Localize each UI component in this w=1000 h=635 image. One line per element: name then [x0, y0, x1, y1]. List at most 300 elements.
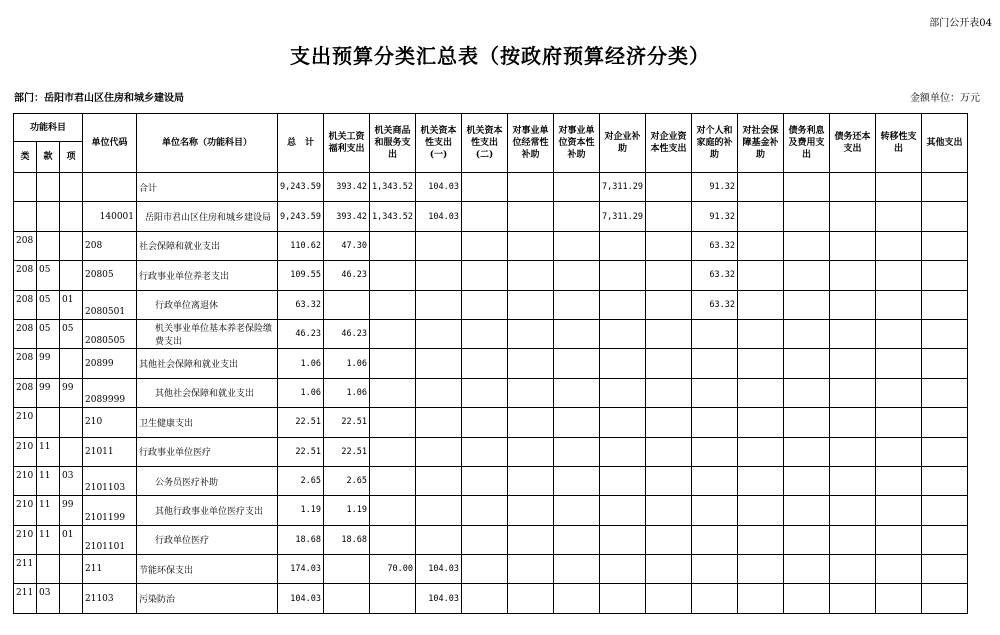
total-cell: 22.51 — [278, 408, 324, 437]
value-cell-c4 — [462, 290, 508, 319]
value-cell-c2 — [370, 408, 416, 437]
value-cell-c4 — [462, 496, 508, 525]
value-cell-c3 — [416, 466, 462, 495]
total-cell: 18.68 — [278, 525, 324, 554]
value-cell-c14 — [922, 319, 968, 348]
col-header-c13: 转移性支出 — [876, 114, 922, 173]
total-cell: 1.19 — [278, 496, 324, 525]
xiang-cell — [60, 555, 83, 584]
xiang-cell — [60, 261, 83, 290]
value-cell-c13 — [876, 290, 922, 319]
unit-name-cell: 岳阳市君山区住房和城乡建设局 — [137, 202, 278, 231]
value-cell-c3: 104.03 — [416, 173, 462, 202]
col-header-c5: 对事业单位经常性补助 — [508, 114, 554, 173]
value-cell-c10 — [738, 378, 784, 407]
col-header-c9: 对个人和家庭的补助 — [692, 114, 738, 173]
value-cell-c1: 46.23 — [324, 319, 370, 348]
col-header-c14: 其他支出 — [922, 114, 968, 173]
col-header-c11: 债务利息及费用支出 — [784, 114, 830, 173]
value-cell-c5 — [508, 525, 554, 554]
unit-code-cell: 2101101 — [83, 525, 137, 554]
value-cell-c5 — [508, 261, 554, 290]
unit-name-cell: 污染防治 — [137, 584, 278, 613]
value-cell-c11 — [784, 290, 830, 319]
value-cell-c1: 2.65 — [324, 466, 370, 495]
col-header-c12: 债务还本支出 — [830, 114, 876, 173]
xiang-cell: 01 — [60, 525, 83, 554]
lei-cell — [14, 202, 37, 231]
value-cell-c10 — [738, 466, 784, 495]
value-cell-c3 — [416, 525, 462, 554]
value-cell-c14 — [922, 584, 968, 613]
value-cell-c5 — [508, 496, 554, 525]
value-cell-c9 — [692, 466, 738, 495]
value-cell-c7 — [600, 408, 646, 437]
value-cell-c11 — [784, 202, 830, 231]
value-cell-c8 — [646, 349, 692, 378]
kuan-cell: 03 — [37, 584, 60, 613]
col-header-c4: 机关资本性支出(二) — [462, 114, 508, 173]
value-cell-c13 — [876, 525, 922, 554]
value-cell-c1: 22.51 — [324, 408, 370, 437]
value-cell-c11 — [784, 408, 830, 437]
table-row — [14, 173, 968, 202]
value-cell-c8 — [646, 173, 692, 202]
value-cell-c7 — [600, 437, 646, 466]
value-cell-c14 — [922, 525, 968, 554]
value-cell-c2 — [370, 584, 416, 613]
col-header-c3: 机关资本性支出(一) — [416, 114, 462, 173]
value-cell-c3 — [416, 231, 462, 260]
value-cell-c1: 393.42 — [324, 173, 370, 202]
col-header-c1: 机关工资福利支出 — [324, 114, 370, 173]
unit-name-cell: 节能环保支出 — [137, 555, 278, 584]
value-cell-c9 — [692, 437, 738, 466]
value-cell-c11 — [784, 378, 830, 407]
col-header-c7: 对企业补助 — [600, 114, 646, 173]
unit-name-cell: 其他行政事业单位医疗支出 — [137, 496, 278, 525]
table-row — [14, 349, 968, 378]
value-cell-c14 — [922, 555, 968, 584]
kuan-cell: 11 — [37, 525, 60, 554]
value-cell-c2 — [370, 349, 416, 378]
value-cell-c7 — [600, 349, 646, 378]
value-cell-c10 — [738, 319, 784, 348]
value-cell-c13 — [876, 202, 922, 231]
lei-cell: 208 — [14, 290, 37, 319]
value-cell-c12 — [830, 525, 876, 554]
value-cell-c3 — [416, 437, 462, 466]
lei-cell: 208 — [14, 349, 37, 378]
lei-cell: 210 — [14, 408, 37, 437]
value-cell-c9 — [692, 555, 738, 584]
value-cell-c12 — [830, 349, 876, 378]
value-cell-c2 — [370, 466, 416, 495]
value-cell-c6 — [554, 408, 600, 437]
value-cell-c12 — [830, 202, 876, 231]
value-cell-c8 — [646, 496, 692, 525]
kuan-cell: 11 — [37, 437, 60, 466]
value-cell-c6 — [554, 261, 600, 290]
value-cell-c13 — [876, 319, 922, 348]
value-cell-c5 — [508, 437, 554, 466]
col-header-c2: 机关商品和服务支出 — [370, 114, 416, 173]
lei-cell: 208 — [14, 261, 37, 290]
value-cell-c10 — [738, 437, 784, 466]
unit-code-cell: 2101103 — [83, 466, 137, 495]
value-cell-c13 — [876, 173, 922, 202]
value-cell-c4 — [462, 525, 508, 554]
value-cell-c5 — [508, 231, 554, 260]
lei-cell: 210 — [14, 437, 37, 466]
xiang-cell: 03 — [60, 466, 83, 495]
xiang-cell — [60, 173, 83, 202]
value-cell-c10 — [738, 525, 784, 554]
value-cell-c14 — [922, 496, 968, 525]
total-cell: 22.51 — [278, 437, 324, 466]
value-cell-c2 — [370, 437, 416, 466]
value-cell-c8 — [646, 319, 692, 348]
xiang-cell — [60, 349, 83, 378]
value-cell-c12 — [830, 555, 876, 584]
value-cell-c1: 46.23 — [324, 261, 370, 290]
table-row — [14, 437, 968, 466]
value-cell-c9 — [692, 584, 738, 613]
table-row — [14, 319, 968, 348]
value-cell-c2 — [370, 290, 416, 319]
value-cell-c11 — [784, 261, 830, 290]
value-cell-c11 — [784, 319, 830, 348]
lei-cell: 208 — [14, 231, 37, 260]
value-cell-c6 — [554, 437, 600, 466]
kuan-cell: 05 — [37, 290, 60, 319]
value-cell-c1: 1.06 — [324, 378, 370, 407]
page-title: 支出预算分类汇总表（按政府预算经济分类） — [290, 44, 710, 68]
total-cell: 110.62 — [278, 231, 324, 260]
value-cell-c13 — [876, 231, 922, 260]
value-cell-c8 — [646, 378, 692, 407]
value-cell-c8 — [646, 584, 692, 613]
value-cell-c7 — [600, 496, 646, 525]
value-cell-c2: 70.00 — [370, 555, 416, 584]
value-cell-c4 — [462, 173, 508, 202]
value-cell-c2 — [370, 319, 416, 348]
value-cell-c4 — [462, 349, 508, 378]
kuan-cell: 11 — [37, 466, 60, 495]
value-cell-c3: 104.03 — [416, 202, 462, 231]
unit-name-cell: 公务员医疗补助 — [137, 466, 278, 495]
value-cell-c7 — [600, 525, 646, 554]
value-cell-c14 — [922, 437, 968, 466]
value-cell-c12 — [830, 173, 876, 202]
value-cell-c10 — [738, 261, 784, 290]
value-cell-c11 — [784, 231, 830, 260]
value-cell-c3 — [416, 349, 462, 378]
kuan-cell — [37, 555, 60, 584]
value-cell-c8 — [646, 437, 692, 466]
value-cell-c14 — [922, 378, 968, 407]
xiang-cell: 99 — [60, 378, 83, 407]
value-cell-c7: 7,311.29 — [600, 173, 646, 202]
value-cell-c10 — [738, 555, 784, 584]
budget-table — [13, 113, 968, 614]
value-cell-c3 — [416, 261, 462, 290]
table-row — [14, 231, 968, 260]
total-cell: 1.06 — [278, 349, 324, 378]
value-cell-c3 — [416, 290, 462, 319]
value-cell-c4 — [462, 555, 508, 584]
amount-unit-label: 金额单位：万元 — [910, 93, 980, 104]
total-header: 总 计 — [278, 114, 324, 173]
value-cell-c10 — [738, 173, 784, 202]
value-cell-c2: 1,343.52 — [370, 202, 416, 231]
value-cell-c7 — [600, 231, 646, 260]
value-cell-c6 — [554, 466, 600, 495]
value-cell-c14 — [922, 466, 968, 495]
unit-code-header: 单位代码 — [83, 114, 137, 173]
value-cell-c6 — [554, 290, 600, 319]
value-cell-c1: 1.06 — [324, 349, 370, 378]
table-row — [14, 202, 968, 231]
total-cell: 63.32 — [278, 290, 324, 319]
value-cell-c4 — [462, 584, 508, 613]
xiang-cell: 05 — [60, 319, 83, 348]
value-cell-c6 — [554, 231, 600, 260]
value-cell-c4 — [462, 261, 508, 290]
value-cell-c7 — [600, 261, 646, 290]
unit-code-cell: 20805 — [83, 261, 137, 290]
table-row — [14, 525, 968, 554]
total-cell: 46.23 — [278, 319, 324, 348]
value-cell-c3: 104.03 — [416, 584, 462, 613]
kuan-cell: 05 — [37, 261, 60, 290]
value-cell-c9: 63.32 — [692, 290, 738, 319]
value-cell-c6 — [554, 496, 600, 525]
func-subject-header: 功能科目 — [14, 114, 83, 142]
value-cell-c4 — [462, 437, 508, 466]
value-cell-c10 — [738, 496, 784, 525]
value-cell-c3 — [416, 378, 462, 407]
unit-name-cell: 行政单位离退休 — [137, 290, 278, 319]
value-cell-c10 — [738, 408, 784, 437]
unit-code-cell: 20899 — [83, 349, 137, 378]
value-cell-c7 — [600, 584, 646, 613]
value-cell-c9 — [692, 349, 738, 378]
value-cell-c11 — [784, 466, 830, 495]
value-cell-c5 — [508, 173, 554, 202]
value-cell-c8 — [646, 466, 692, 495]
unit-name-cell: 卫生健康支出 — [137, 408, 278, 437]
value-cell-c12 — [830, 496, 876, 525]
table-row — [14, 261, 968, 290]
value-cell-c11 — [784, 173, 830, 202]
value-cell-c11 — [784, 525, 830, 554]
value-cell-c6 — [554, 378, 600, 407]
value-cell-c5 — [508, 584, 554, 613]
unit-name-cell: 其他社会保障和就业支出 — [137, 349, 278, 378]
value-cell-c6 — [554, 173, 600, 202]
value-cell-c13 — [876, 378, 922, 407]
value-cell-c12 — [830, 378, 876, 407]
value-cell-c13 — [876, 555, 922, 584]
table-row — [14, 408, 968, 437]
value-cell-c4 — [462, 319, 508, 348]
value-cell-c12 — [830, 584, 876, 613]
value-cell-c11 — [784, 349, 830, 378]
value-cell-c12 — [830, 261, 876, 290]
value-cell-c3: 104.03 — [416, 555, 462, 584]
value-cell-c14 — [922, 231, 968, 260]
unit-code-cell: 211 — [83, 555, 137, 584]
value-cell-c12 — [830, 319, 876, 348]
value-cell-c9 — [692, 378, 738, 407]
xiang-header: 项 — [60, 142, 83, 173]
unit-code-cell: 2089999 — [83, 378, 137, 407]
col-header-c8: 对企业资本性支出 — [646, 114, 692, 173]
kuan-cell: 11 — [37, 496, 60, 525]
value-cell-c5 — [508, 378, 554, 407]
value-cell-c8 — [646, 555, 692, 584]
value-cell-c5 — [508, 408, 554, 437]
value-cell-c10 — [738, 290, 784, 319]
value-cell-c1 — [324, 555, 370, 584]
value-cell-c8 — [646, 261, 692, 290]
kuan-cell — [37, 202, 60, 231]
table-row — [14, 378, 968, 407]
kuan-cell — [37, 408, 60, 437]
lei-header: 类 — [14, 142, 37, 173]
kuan-cell: 99 — [37, 349, 60, 378]
value-cell-c9 — [692, 525, 738, 554]
value-cell-c8 — [646, 231, 692, 260]
value-cell-c2 — [370, 261, 416, 290]
value-cell-c1: 1.19 — [324, 496, 370, 525]
value-cell-c4 — [462, 231, 508, 260]
table-row — [14, 466, 968, 495]
value-cell-c7 — [600, 555, 646, 584]
value-cell-c6 — [554, 555, 600, 584]
value-cell-c5 — [508, 202, 554, 231]
value-cell-c1: 393.42 — [324, 202, 370, 231]
value-cell-c8 — [646, 525, 692, 554]
xiang-cell — [60, 202, 83, 231]
value-cell-c14 — [922, 349, 968, 378]
value-cell-c13 — [876, 496, 922, 525]
value-cell-c11 — [784, 496, 830, 525]
value-cell-c9: 63.32 — [692, 261, 738, 290]
table-row — [14, 496, 968, 525]
xiang-cell: 01 — [60, 290, 83, 319]
kuan-cell — [37, 173, 60, 202]
value-cell-c6 — [554, 319, 600, 348]
total-cell: 109.55 — [278, 261, 324, 290]
value-cell-c2 — [370, 496, 416, 525]
value-cell-c13 — [876, 408, 922, 437]
value-cell-c12 — [830, 290, 876, 319]
col-header-c10: 对社会保障基金补助 — [738, 114, 784, 173]
total-cell: 9,243.59 — [278, 173, 324, 202]
value-cell-c12 — [830, 437, 876, 466]
value-cell-c1 — [324, 290, 370, 319]
unit-code-cell — [83, 173, 137, 202]
value-cell-c7 — [600, 319, 646, 348]
value-cell-c12 — [830, 231, 876, 260]
unit-code-cell: 140001 — [83, 202, 137, 231]
value-cell-c1: 18.68 — [324, 525, 370, 554]
value-cell-c8 — [646, 202, 692, 231]
value-cell-c5 — [508, 349, 554, 378]
unit-code-cell: 2080501 — [83, 290, 137, 319]
value-cell-c2 — [370, 525, 416, 554]
value-cell-c6 — [554, 584, 600, 613]
value-cell-c4 — [462, 466, 508, 495]
value-cell-c7 — [600, 290, 646, 319]
value-cell-c10 — [738, 584, 784, 613]
unit-code-cell: 210 — [83, 408, 137, 437]
value-cell-c10 — [738, 231, 784, 260]
xiang-cell — [60, 231, 83, 260]
kuan-header: 款 — [37, 142, 60, 173]
value-cell-c1: 47.30 — [324, 231, 370, 260]
value-cell-c9 — [692, 496, 738, 525]
table-row — [14, 290, 968, 319]
value-cell-c9: 63.32 — [692, 231, 738, 260]
table-row — [14, 555, 968, 584]
value-cell-c14 — [922, 173, 968, 202]
col-header-c6: 对事业单位资本性补助 — [554, 114, 600, 173]
unit-name-cell: 行政事业单位医疗 — [137, 437, 278, 466]
value-cell-c7 — [600, 466, 646, 495]
unit-code-cell: 21011 — [83, 437, 137, 466]
value-cell-c5 — [508, 555, 554, 584]
value-cell-c2 — [370, 378, 416, 407]
lei-cell: 211 — [14, 555, 37, 584]
unit-name-cell: 合计 — [137, 173, 278, 202]
lei-cell: 208 — [14, 319, 37, 348]
value-cell-c14 — [922, 290, 968, 319]
value-cell-c10 — [738, 349, 784, 378]
value-cell-c13 — [876, 261, 922, 290]
value-cell-c9: 91.32 — [692, 202, 738, 231]
value-cell-c6 — [554, 525, 600, 554]
value-cell-c13 — [876, 466, 922, 495]
value-cell-c13 — [876, 584, 922, 613]
xiang-cell — [60, 584, 83, 613]
unit-code-cell: 208 — [83, 231, 137, 260]
value-cell-c2 — [370, 231, 416, 260]
value-cell-c14 — [922, 202, 968, 231]
xiang-cell — [60, 437, 83, 466]
unit-name-cell: 社会保障和就业支出 — [137, 231, 278, 260]
value-cell-c9 — [692, 408, 738, 437]
value-cell-c9 — [692, 319, 738, 348]
value-cell-c13 — [876, 349, 922, 378]
value-cell-c11 — [784, 437, 830, 466]
value-cell-c5 — [508, 319, 554, 348]
value-cell-c7: 7,311.29 — [600, 202, 646, 231]
kuan-cell: 99 — [37, 378, 60, 407]
lei-cell: 211 — [14, 584, 37, 613]
kuan-cell — [37, 231, 60, 260]
unit-code-cell: 2101199 — [83, 496, 137, 525]
unit-name-cell: 其他社会保障和就业支出 — [137, 378, 278, 407]
lei-cell: 210 — [14, 496, 37, 525]
department-label: 部门：岳阳市君山区住房和城乡建设局 — [14, 93, 184, 104]
total-cell: 104.03 — [278, 584, 324, 613]
lei-cell: 208 — [14, 378, 37, 407]
value-cell-c6 — [554, 202, 600, 231]
value-cell-c3 — [416, 408, 462, 437]
